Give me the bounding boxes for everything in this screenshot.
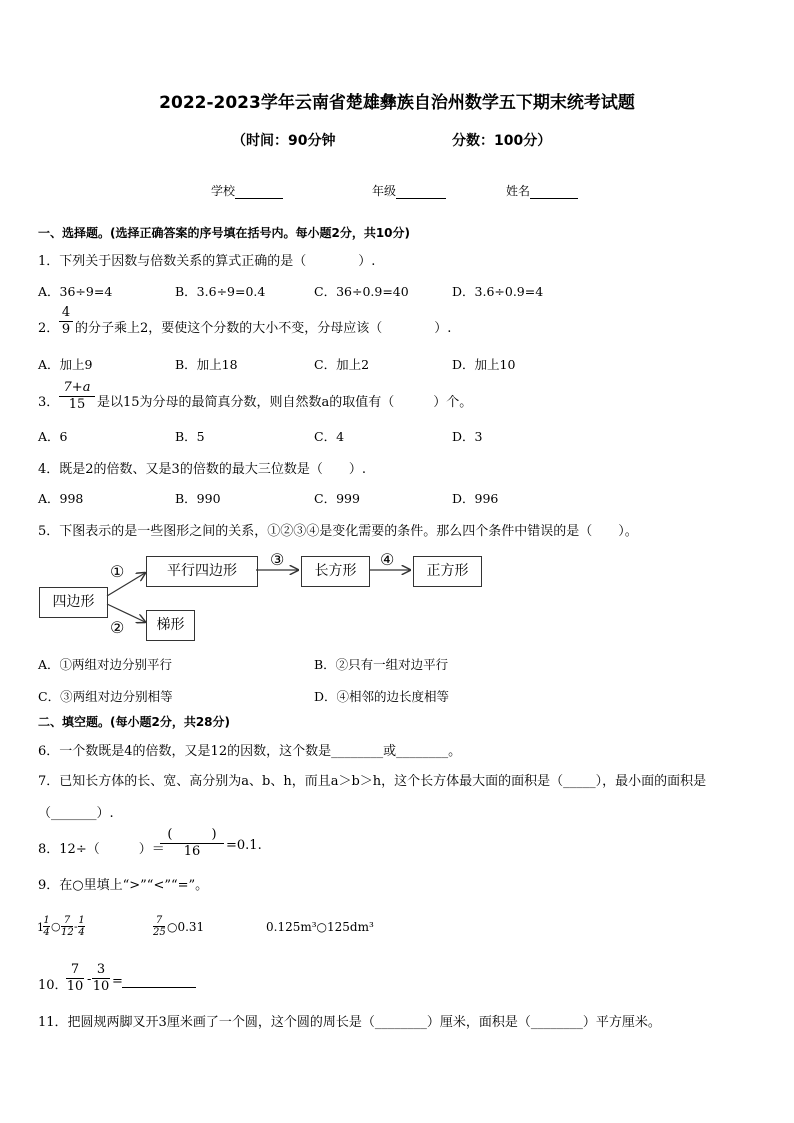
q2-fraction (59, 305, 73, 338)
name-label: 姓名 (506, 184, 531, 198)
school-field (211, 182, 283, 199)
q3-fraction (59, 380, 95, 413)
e1-frac-1-num: 1 (43, 915, 50, 926)
q2-option-d[interactable]: D．加上10 (452, 357, 516, 372)
q1-option-b[interactable]: B．3.6÷9=0.4 (175, 284, 266, 299)
e1-frac-1 (43, 915, 50, 938)
q2-option-b[interactable]: B．加上18 (175, 357, 238, 372)
grade-blank[interactable] (396, 184, 446, 199)
q10-frac-1-num: 7 (70, 962, 80, 977)
e1-frac-3-den: 4 (78, 927, 85, 938)
q1-option-c[interactable]: C．36÷0.9=40 (314, 284, 409, 299)
e1-frac-1-den: 4 (43, 927, 50, 938)
box-parallelogram: 平行四边形 (146, 556, 258, 587)
q10-minus: - (87, 972, 92, 987)
question-3: 是以15为分母的最简真分数，则自然数a的取值有（ ）个。 (97, 395, 473, 410)
condition-3-label: ③ (270, 550, 285, 569)
section-choice-title: 一、选择题。(选择正确答案的序号填在括号内。每小题2分，共10分) (38, 226, 411, 240)
q10-frac-2-den: 10 (92, 979, 110, 994)
q3-fraction-numerator: 7+a (63, 380, 91, 395)
question-7-line-1: 7．已知长方体的长、宽、高分别为a、b、h，而且a＞b＞h，这个长方体最大面的面积是（_____），最小面的面积是 (38, 774, 707, 789)
q2-option-a[interactable]: A．加上9 (38, 357, 93, 372)
e1-minus: - (74, 920, 78, 933)
section-fill-title: 二、填空题。(每小题2分，共28分) (38, 715, 231, 729)
q9-expression-3: 0.125m³○125dm³ (266, 920, 374, 934)
q2-number: 2． (38, 321, 60, 336)
q3-number: 3． (38, 395, 60, 410)
e1-frac-2 (61, 915, 73, 938)
q10-frac-1 (66, 962, 84, 995)
q3-option-b[interactable]: B．5 (175, 429, 205, 444)
question-11: 11．把圆规两脚叉开3厘米画了一个圆，这个圆的周长是（________）厘米，面积是（________）平方厘米。 (38, 1015, 661, 1030)
condition-1-label: ① (110, 562, 125, 581)
q5-option-d[interactable]: D．④相邻的边长度相等 (314, 689, 450, 704)
q3-option-d[interactable]: D．3 (452, 429, 483, 444)
exam-time: （时间：90分钟 (232, 133, 336, 149)
e1-whole: 1 (37, 921, 44, 934)
q4-option-b[interactable]: B．990 (175, 491, 221, 506)
question-2: 的分子乘上2，要使这个分数的大小不变，分母应该（ ）. (75, 321, 452, 336)
q4-option-c[interactable]: C．999 (314, 491, 360, 506)
q5-option-b[interactable]: B．②只有一组对边平行 (314, 657, 449, 672)
q10-equals: = (112, 974, 123, 989)
q10-number: 10． (38, 978, 68, 993)
q3-option-c[interactable]: C．4 (314, 429, 345, 444)
q1-option-a[interactable]: A．36÷9=4 (38, 284, 113, 299)
e1-frac-2-num: 7 (63, 915, 71, 926)
condition-2-label: ② (110, 618, 125, 637)
q2-option-c[interactable]: C．加上2 (314, 357, 370, 372)
box-square: 正方形 (413, 556, 482, 587)
grade-label: 年级 (372, 184, 397, 198)
question-6: 6．一个数既是4的倍数，又是12的因数，这个数是________或________。 (38, 744, 462, 759)
page-title: 2022-2023学年云南省楚雄彝族自治州数学五下期末统考试题 (159, 93, 635, 113)
school-blank[interactable] (235, 184, 283, 199)
q5-option-a[interactable]: A．①两组对边分别平行 (38, 657, 173, 672)
box-trapezoid: 梯形 (146, 610, 195, 641)
condition-4-label: ④ (380, 550, 395, 569)
q10-frac-2 (92, 962, 110, 995)
q10-answer-blank[interactable] (122, 986, 196, 988)
e1-frac-3 (78, 915, 85, 938)
q10-frac-2-num: 3 (96, 962, 106, 977)
e2-frac-num: 7 (155, 915, 163, 926)
q3-fraction-denominator: 15 (59, 396, 95, 413)
q4-option-a[interactable]: A．998 (38, 491, 84, 506)
question-4: 4．既是2的倍数、又是3的倍数的最大三位数是（ ）. (38, 462, 366, 477)
q8-fraction-denominator: 16 (160, 843, 224, 860)
question-5: 5．下图表示的是一些图形之间的关系，①②③④是变化需要的条件。那么四个条件中错误的是（ ）。 (38, 524, 638, 539)
question-9: 9．在○里填上“>”“<”“=”。 (38, 878, 209, 893)
q2-fraction-denominator: 9 (59, 321, 73, 338)
e2-frac (153, 915, 165, 938)
name-blank[interactable] (530, 184, 578, 199)
q8-suffix: =0.1. (226, 838, 262, 853)
box-quadrilateral: 四边形 (39, 587, 108, 618)
box-rectangle: 长方形 (301, 556, 370, 587)
q8-fraction (160, 827, 224, 860)
q8-prefix: 8．12÷（ ）＝ (38, 842, 165, 857)
e1-frac-2-den: 12 (61, 927, 74, 938)
q4-option-d[interactable]: D．996 (452, 491, 499, 506)
q8-fraction-numerator[interactable]: ( ) (167, 827, 217, 842)
q10-frac-1-den: 10 (66, 979, 84, 994)
question-7-line-2: （_______）. (38, 806, 114, 821)
question-1: 1．下列关于因数与倍数关系的算式正确的是（ ）. (38, 254, 376, 269)
grade-field (372, 182, 446, 199)
name-field (506, 182, 578, 199)
q3-option-a[interactable]: A．6 (38, 429, 68, 444)
school-label: 学校 (211, 184, 236, 198)
q1-option-d[interactable]: D．3.6÷0.9=4 (452, 284, 544, 299)
e1-compare-circle[interactable]: ○ (51, 920, 61, 933)
q5-option-c[interactable]: C．③两组对边分别相等 (38, 689, 173, 704)
e2-rest: ○0.31 (167, 920, 205, 934)
e1-frac-3-num: 1 (78, 915, 85, 926)
e2-frac-den: 25 (153, 927, 166, 938)
q2-fraction-numerator: 4 (61, 305, 71, 320)
exam-score: 分数：100分） (452, 133, 552, 149)
